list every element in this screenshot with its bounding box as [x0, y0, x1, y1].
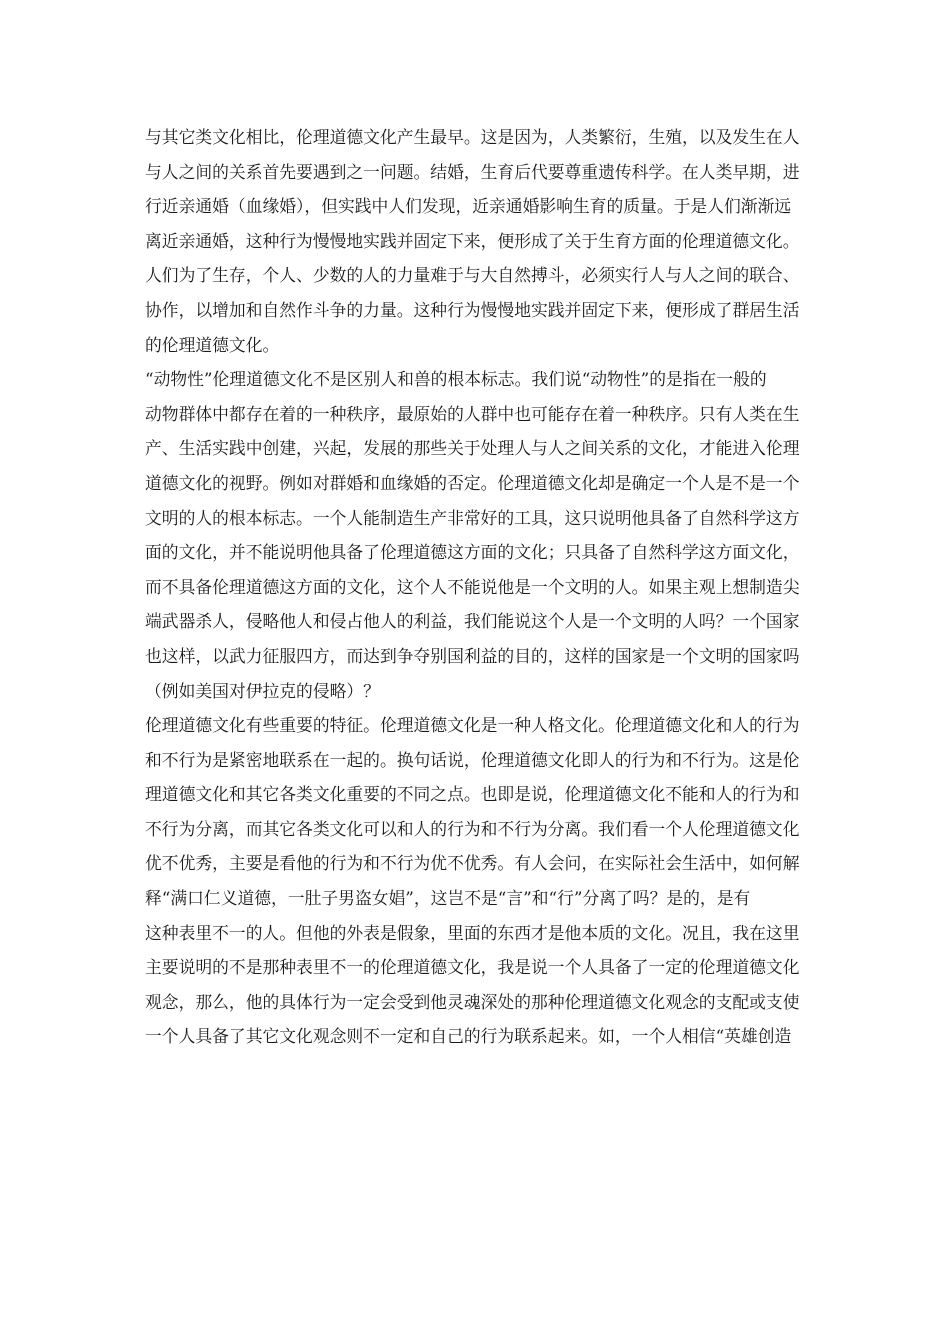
- text-line: 协作，以增加和自然作斗争的力量。这种行为慢慢地实践并固定下来，便形成了群居生活: [145, 299, 800, 320]
- text-line: 和不行为是紧密地联系在一起的。换句话说，伦理道德文化即人的行为和不行为。这是伦: [145, 749, 800, 770]
- text-line: “动物性”伦理道德文化不是区别人和兽的根本标志。我们说“动物性”的是指在一般的: [145, 369, 767, 390]
- body-text: [145, 120, 815, 1054]
- text-line: 也这样，以武力征服四方，而达到争夺别国利益的目的，这样的国家是一个文明的国家吗: [145, 645, 800, 666]
- text-line: 人们为了生存，个人、少数的人的力量难于与大自然搏斗，必须实行人与人之间的联合、: [145, 265, 800, 286]
- text-line: 理道德文化和其它各类文化重要的不同之点。也即是说，伦理道德文化不能和人的行为和: [145, 784, 800, 805]
- text-line: 面的文化，并不能说明他具备了伦理道德这方面的文化；只具备了自然科学这方面文化，: [145, 542, 800, 563]
- text-line: 优不优秀，主要是看他的行为和不行为优不优秀。有人会问，在实际社会生活中，如何解: [145, 853, 800, 874]
- text-line: 而不具备伦理道德这方面的文化，这个人不能说他是一个文明的人。如果主观上想制造尖: [145, 576, 800, 597]
- text-line: 与人之间的关系首先要遇到之一问题。结婚，生育后代要尊重遗传科学。在人类早期，进: [145, 161, 800, 182]
- text-line: 不行为分离，而其它各类文化可以和人的行为和不行为分离。我们看一个人伦理道德文化: [145, 818, 800, 839]
- text-line: 的伦理道德文化。: [145, 334, 280, 355]
- text-line: 一个人具备了其它文化观念则不一定和自己的行为联系起来。如，一个人相信“英雄创造: [145, 1026, 792, 1047]
- text-line: 伦理道德文化有些重要的特征。伦理道德文化是一种人格文化。伦理道德文化和人的行为: [145, 715, 800, 736]
- text-line: 道德文化的视野。例如对群婚和血缘婚的否定。伦理道德文化却是确定一个人是不是一个: [145, 472, 800, 493]
- text-line: 释“满口仁义道德，一肚子男盗女娼”，这岂不是“言”和“行”分离了吗？是的，是有: [145, 888, 751, 909]
- text-line: 与其它类文化相比，伦理道德文化产生最早。这是因为，人类繁衍，生殖，以及发生在人: [145, 127, 800, 147]
- text-line: 这种表里不一的人。但他的外表是假象，里面的东西才是他本质的文化。况且，我在这里: [145, 922, 800, 943]
- text-line: 观念，那么，他的具体行为一定会受到他灵魂深处的那种伦理道德文化观念的支配或支使: [145, 991, 800, 1012]
- text-line: 产、生活实践中创建，兴起，发展的那些关于处理人与人之间关系的文化，才能进入伦理: [145, 438, 800, 459]
- text-line: （例如美国对伊拉克的侵略）？: [145, 680, 380, 701]
- text-line: 行近亲通婚（血缘婚），但实践中人们发现，近亲通婚影响生育的质量。于是人们渐渐远: [145, 196, 792, 217]
- text-line: 端武器杀人，侵略他人和侵占他人的利益，我们能说这个人是一个文明的人吗？一个国家: [145, 611, 800, 632]
- text-line: 主要说明的不是那种表里不一的伦理道德文化，我是说一个人具备了一定的伦理道德文化: [145, 957, 800, 978]
- text-line: 文明的人的根本标志。一个人能制造生产非常好的工具，这只说明他具备了自然科学这方: [145, 507, 800, 528]
- text-line: 离近亲通婚，这种行为慢慢地实践并固定下来，便形成了关于生育方面的伦理道德文化。: [145, 230, 800, 251]
- text-line: 动物群体中都存在着的一种秩序，最原始的人群中也可能存在着一种秩序。只有人类在生: [145, 403, 800, 424]
